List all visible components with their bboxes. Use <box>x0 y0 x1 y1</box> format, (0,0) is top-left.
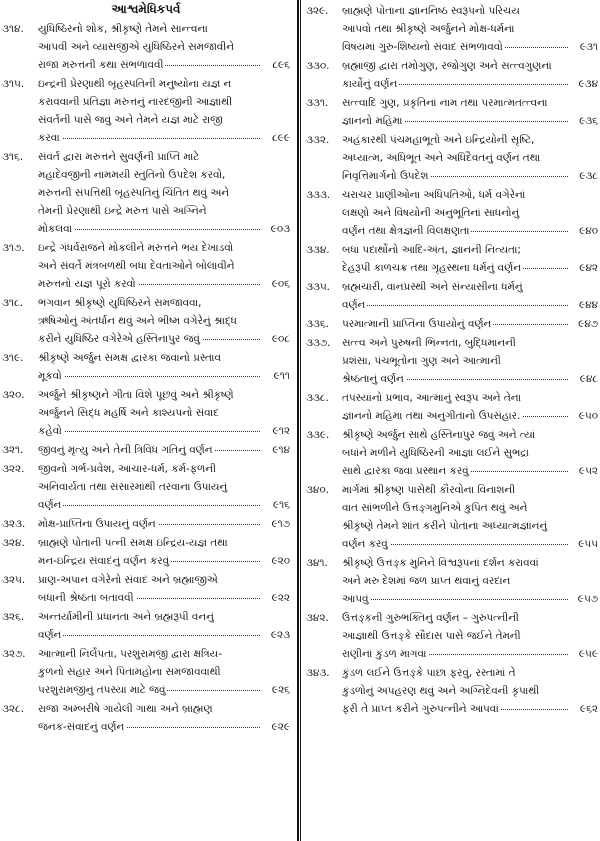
entry-page-number: ૯૩૧ <box>577 38 598 56</box>
entry-line: અન્તર્યામીની પ્રધાનતા અને બ્રહ્મરૂપી વનનું <box>38 611 214 623</box>
entry-line: બ્રહ્મચારી, વાનપ્રસ્થી અને સંન્યાસીના ધર્મનું <box>342 281 523 293</box>
toc-entry <box>304 315 600 333</box>
entry-body <box>342 334 598 388</box>
entry-page-number: ૯૫૯ <box>576 645 598 663</box>
dotted-leader <box>38 431 260 432</box>
toc-entry <box>304 186 600 240</box>
entry-last-line <box>38 496 290 514</box>
entry-last-line <box>38 129 290 147</box>
entry-line: અનિવાર્યતા તથા સંસારમાંથી તરવાના ઉપાયનું <box>38 481 228 493</box>
entry-line: સાથે દ્વારકા જવા પ્રસ્થાન કરવું <box>342 465 469 477</box>
toc-entry <box>304 334 600 388</box>
entry-line: પરમાત્માની પ્રાપ્તિના ઉપાયોનું વર્ણન <box>342 318 492 330</box>
entry-line: આપવી અને વ્યાસજીએ યુધિષ્ઠિરને સમજાવીને <box>38 41 234 53</box>
entry-body <box>38 349 290 385</box>
dotted-leader <box>342 599 568 600</box>
entry-number: ૩૧૪. <box>2 23 24 35</box>
entry-last-line <box>38 56 290 74</box>
entry-body <box>342 241 598 277</box>
entry-body <box>38 571 290 607</box>
entry-line: યુધિષ્ઠિરનો શોક, શ્રીકૃષ્ણે તેમને સાન્ત્વના <box>38 23 208 35</box>
entry-line: બધાની શ્રેષ્ઠતા બતાવવી <box>38 592 134 604</box>
entry-page-number: ૯૦૬ <box>269 275 290 293</box>
entry-number: ૩૨૯. <box>306 5 329 17</box>
entry-last-line <box>342 700 598 718</box>
entry-line: પ્રાણ-અપાન વગેરેનો સંવાદ અને બ્રહ્માજીએ <box>38 574 218 586</box>
entry-last-line <box>38 330 290 348</box>
entry-line: તેમની પ્રેરણાથી ઇન્દ્રે મરુત્ત પાસે અગ્નિને <box>38 205 207 217</box>
entry-line: ચરાચર પ્રાણીઓના અધિપતિઓ, ધર્મ વગેરેનાં <box>342 189 526 201</box>
right-column <box>304 0 600 841</box>
entry-page-number: ૯૧૪ <box>269 441 290 459</box>
toc-entry <box>304 426 600 480</box>
toc-entry <box>0 700 292 736</box>
toc-entry <box>304 664 600 718</box>
entry-line: આત્માની નિર્લેપતા, પરશુરામજી દ્વારા ક્ષત્રિય- <box>38 648 222 660</box>
entry-line: સત્ત્વાદિ ગુણ, પ્રકૃતિનાં નામ તથા પરમાત્મતત્ત્વના <box>342 97 548 109</box>
entry-line: શ્રેષ્ઠતાનું વર્ણન <box>342 373 404 385</box>
entry-line: મોકલવા <box>38 223 73 235</box>
entry-number: ૩૩૯. <box>306 429 330 441</box>
entry-body <box>38 534 290 570</box>
entry-body <box>38 386 290 440</box>
entry-line: આપવું <box>342 593 369 605</box>
entry-number: ૩૩૬. <box>306 318 329 330</box>
entry-body <box>342 481 598 553</box>
entry-line: રાણીનાં કુંડળ માગવા <box>342 648 427 660</box>
entry-page-number: ૯૬૨ <box>577 700 598 718</box>
toc-entry <box>0 239 292 293</box>
entry-page-number: ૯૪૦ <box>576 222 598 240</box>
entry-line: બ્રાહ્મણે પોતાના જ્ઞાનનિષ્ઠ સ્વરૂપનો પરિચય <box>342 5 520 17</box>
entry-last-line <box>38 589 290 607</box>
entry-body <box>38 441 290 459</box>
entry-page-number: ૯૩૪ <box>575 75 598 93</box>
entry-page-number: ૯૫૨ <box>576 462 598 480</box>
entry-line: અહંકારથી પંચમહાભૂતો અને ઇન્દ્રિયોની સૃષ્ટિ, <box>342 134 535 146</box>
toc-entry <box>0 20 292 74</box>
column-divider-thin <box>300 0 301 841</box>
entry-last-line <box>38 441 290 459</box>
entry-number: ૩૩૮. <box>306 392 329 404</box>
entry-page-number: ૯૨૦ <box>268 552 290 570</box>
toc-entry <box>0 75 292 147</box>
dotted-leader <box>38 376 260 377</box>
entry-page-number: ૯૫૫ <box>575 535 598 553</box>
entry-body <box>342 278 598 314</box>
entry-line: શ્રીકૃષ્ણે તેમને શાંત કરીને પોતાના અધ્યાત્મજ્ઞાનનું <box>342 520 548 532</box>
entry-line: કરીને યુધિષ્ઠિર વગેરેએ હસ્તિનાપુર જવું <box>38 333 200 345</box>
left-column <box>0 0 292 841</box>
entry-number: ૩૨૩. <box>2 518 26 530</box>
entry-line: કાર્યોનું વર્ણન <box>342 78 398 90</box>
entry-number: ૩૪૦. <box>306 484 329 496</box>
entry-line: વિષયમાં ગુરુ-શિષ્યનો સંવાદ સંભળાવવો <box>342 41 503 53</box>
entry-line: જનક-સંવાદનું વર્ણન <box>38 721 125 733</box>
entry-line: બધા પદાર્થોનો આદિ-અંત, જ્ઞાનની નિત્યતા; <box>342 244 521 256</box>
entry-page-number: ૯૩૬ <box>576 112 598 130</box>
entry-number: ૩૨૨. <box>2 463 25 475</box>
entry-last-line <box>38 681 290 699</box>
entry-line: દેહરૂપી કાળચક્ર તથા ગૃહસ્થના ધર્મનું વર્ણન <box>342 262 521 274</box>
entry-last-line <box>38 552 290 570</box>
entry-body <box>38 148 290 238</box>
entry-number: ૩૩૦. <box>306 60 330 72</box>
entry-number: ૩૨૭. <box>2 648 26 660</box>
entry-line: ઇન્દ્રની પ્રેરણાથી બૃહસ્પતિની મનુષ્યોના યજ્ઞ ન <box>38 78 232 90</box>
entry-body <box>38 239 290 293</box>
entry-page-number: ૯૨૨ <box>269 589 290 607</box>
entry-body <box>38 460 290 514</box>
entry-line: વર્ણન કરવું <box>342 538 388 550</box>
entry-body <box>342 609 598 663</box>
entry-line: ફરી તે પ્રાપ્ત કરીને ગુરુપત્નીને આપવાં <box>342 703 499 715</box>
entry-line: બધાંને મળીને યુધિષ્ઠિરની આજ્ઞા લઈને સુભદ્રા <box>342 447 529 459</box>
entry-last-line <box>342 535 598 553</box>
entry-body <box>38 294 290 348</box>
entry-line: કુંડળ લઈને ઉત્તઙ્કે પાછા ફરવું, રસ્તામાં તે <box>342 667 516 679</box>
entry-line: અર્જુનને સિદ્ધ મહર્ષિ અને કાશ્યપનો સંવાદ <box>38 407 219 419</box>
entry-last-line <box>342 296 598 314</box>
entry-number: ૩૨૦. <box>2 389 25 401</box>
toc-entry <box>0 148 292 238</box>
entry-last-line <box>38 367 290 385</box>
entry-body <box>342 664 598 718</box>
entry-last-line <box>342 222 598 240</box>
entry-line: પ્રશંસા, પંચભૂતોના ગુણ અને આત્માની <box>342 355 501 367</box>
entry-page-number: ૯૪૪ <box>576 296 598 314</box>
entry-line: કહેવો <box>38 425 62 437</box>
toc-entry <box>0 571 292 607</box>
entry-number: ૩૨૪. <box>2 537 25 549</box>
entry-line: બ્રાહ્મણે પોતાની પત્ની સમક્ષ ઇન્દ્રિય-યજ્ઞ તથા <box>38 537 228 549</box>
entry-line: નિવૃત્તિમાર્ગનો ઉપદેશ <box>342 170 429 182</box>
entry-line: કરાવવાની પ્રતિજ્ઞા મરુત્તનું નારદજીની આજ્ઞાથી <box>38 96 233 108</box>
entry-body <box>38 608 290 644</box>
entry-page-number: ૯૪૭ <box>575 315 598 333</box>
entry-page-number: ૯૧૭ <box>269 515 290 533</box>
entry-page-number: ૮૯૬ <box>269 56 290 74</box>
entry-page-number: ૯૨૯ <box>269 718 290 736</box>
entry-number: ૩૩૨. <box>306 134 330 146</box>
entry-page-number: ૯૪૨ <box>576 259 598 277</box>
entry-page-number: ૮૯૯ <box>269 129 290 147</box>
entry-number: ૩૨૧. <box>2 444 24 456</box>
entry-last-line <box>38 275 290 293</box>
toc-entry <box>304 2 600 56</box>
toc-entry <box>304 609 600 663</box>
entry-line: મૂકવો <box>38 370 62 382</box>
entry-last-line <box>38 220 290 238</box>
entry-last-line <box>342 167 598 185</box>
entry-page-number: ૯૪૮ <box>577 370 598 388</box>
entry-number: ૩૨૮. <box>2 703 25 715</box>
entry-line: પરશુરામજીનું તપસ્યા માટે જવું <box>38 684 166 696</box>
entry-line: મોક્ષ-પ્રાપ્તિના ઉપાયનું વર્ણન <box>38 518 156 530</box>
entry-number: ૩૧૯. <box>2 352 24 364</box>
entry-page-number: ૯૧૧ <box>271 367 290 385</box>
entry-page-number: ૯૧૬ <box>270 496 290 514</box>
entry-body <box>342 131 598 185</box>
entry-number: ૩૧૫. <box>2 78 25 90</box>
entry-last-line <box>342 112 598 130</box>
entry-line: મન-ઇન્દ્રિય સંવાદનું વર્ણન કરવું <box>38 555 170 567</box>
toc-entry <box>0 608 292 644</box>
entry-line: વર્ણન <box>38 499 62 511</box>
entry-number: ૩૩૭. <box>306 337 331 349</box>
entry-line: સંવર્ત દ્વારા મરુત્તને સુવર્ણની પ્રાપ્તિ માટે <box>38 151 200 163</box>
dotted-leader <box>38 635 260 636</box>
toc-entry <box>0 534 292 570</box>
entry-number: ૩૩૫. <box>306 281 330 293</box>
entry-line: માર્ગમાં શ્રીકૃષ્ણ પાસેથી કૌરવોના વિનાશની <box>342 484 516 496</box>
entry-line: સંવર્તની પાસે જવું અને તેમને યજ્ઞ માટે રાજી <box>38 114 223 126</box>
entry-number: ૩૪૨. <box>306 612 329 624</box>
section-title: આશ્વમેધિકપર્વ <box>111 2 181 16</box>
entry-last-line <box>342 590 598 608</box>
column-divider <box>297 0 299 841</box>
entry-line: અને સંવર્તે મંત્રબળથી બધા દેવતાઓને બોલાવીને <box>38 260 235 272</box>
entry-last-line <box>342 462 598 480</box>
entry-line: બ્રહ્માજી દ્વારા તમોગુણ, રજોગુણ અને સત્ત્વગુણનાં <box>342 60 552 72</box>
entry-line: મહાદેવજીની નામમયી સ્તુતિનો ઉપદેશ કરવો, <box>38 169 226 181</box>
dotted-leader <box>38 138 260 139</box>
entry-page-number: ૯૦૩ <box>268 220 290 238</box>
entry-number: ૩૩૩. <box>306 189 331 201</box>
entry-line: ઋષિઓનું અંતર્ધાન થવું અને ભીષ્મ વગેરેનું શ્રાદ્ધ <box>38 315 237 327</box>
entry-last-line <box>342 259 598 277</box>
dotted-leader <box>342 305 568 306</box>
entry-page-number: ૯૫૭ <box>575 590 598 608</box>
entry-number: ૩૩૧. <box>306 97 329 109</box>
entry-number: ૩૨૬. <box>2 611 25 623</box>
entry-line: વાત સાંભળીને ઉત્તઙ્ગમુનિએ કુપિત થવું અને <box>342 502 528 514</box>
entry-line: શ્રીકૃષ્ણે ઉત્તઙ્ક મુનિને વિશ્વરૂપનાં દર્શન કરાવવાં <box>342 557 539 569</box>
entry-body <box>342 389 598 425</box>
entry-body <box>342 186 598 240</box>
entry-line: અને મરુ દેશમાં જળ પ્રાપ્ત થવાનું વરદાન <box>342 575 511 587</box>
entry-line: જીવનું મૃત્યુ અને તેની ત્રિવિધ ગતિનું વર્ણન <box>38 444 213 456</box>
entry-page-number: ૯૦૮ <box>269 330 290 348</box>
toc-entry <box>304 278 600 314</box>
entry-line: કુંડળોનું અપહરણ થવું અને અગ્નિદેવની કૃપાથી <box>342 685 540 697</box>
toc-entry <box>304 131 600 185</box>
toc-entry <box>304 94 600 130</box>
entry-last-line <box>38 515 290 533</box>
entry-line: તપસ્યાનો પ્રભાવ, આત્માનું સ્વરૂપ અને તેના <box>342 392 522 404</box>
entry-last-line <box>342 315 598 333</box>
entry-last-line <box>38 718 290 736</box>
entry-line: અધ્યાત્મ, અધિભૂત અને અધિદૈવતનું વર્ણન તથા <box>342 152 541 164</box>
entry-page-number: ૯૨૩ <box>268 626 290 644</box>
entry-body <box>38 645 290 699</box>
entry-number: ૩૧૭. <box>2 242 25 254</box>
entry-last-line <box>342 407 598 425</box>
toc-entry <box>0 645 292 699</box>
entry-body <box>38 20 290 74</box>
entry-last-line <box>38 422 290 440</box>
entry-body <box>342 315 598 333</box>
entry-number: ૩૧૬. <box>2 151 24 163</box>
entry-last-line <box>342 645 598 663</box>
entry-last-line <box>342 370 598 388</box>
entry-number: ૩૨૫. <box>2 574 26 586</box>
entry-line: જ્ઞાનનો મહિમા <box>342 115 403 127</box>
entry-line: રાજા મરુત્તની કથા સંભળાવવી <box>38 59 164 71</box>
entry-body <box>38 515 290 533</box>
entry-body <box>342 2 598 56</box>
entry-page-number: ૯૩૮ <box>576 167 598 185</box>
toc-entry <box>0 349 292 385</box>
toc-entry <box>304 241 600 277</box>
toc-entry <box>304 57 600 93</box>
entry-number: ૩૧૮. <box>2 297 24 309</box>
entry-last-line <box>38 626 290 644</box>
entry-last-line <box>342 38 598 56</box>
entry-line: જીવનો ગર્ભ-પ્રવેશ, આચાર-ધર્મ, કર્મ-ફળની <box>38 463 216 475</box>
entry-line: કરવા <box>38 132 60 144</box>
entry-page-number: ૯૨૬ <box>269 681 290 699</box>
entry-line: વર્ણન <box>38 629 62 641</box>
entry-number: ૩૪૧. <box>306 557 328 569</box>
entry-line: મરુત્તનો યજ્ઞ પૂરો કરવો <box>38 278 136 290</box>
entry-line: શ્રીકૃષ્ણે અર્જુન સાથે હસ્તિનાપુર જવું અને ત્યાં <box>342 429 536 441</box>
entry-line: આજ્ઞાથી ઉત્તઙ્કે સૌદાસ પાસે જઈને તેમની <box>342 630 521 642</box>
entry-line: વર્ણન તથા ક્ષેત્રજ્ઞની વિલક્ષણતા <box>342 225 470 237</box>
entry-page-number: ૯૫૦ <box>576 407 598 425</box>
entry-line: ઉત્તઙ્કની ગુરુભક્તિનું વર્ણન – ગુરુપત્નીની <box>342 612 519 624</box>
toc-entry <box>304 389 600 425</box>
toc-entry <box>0 441 292 459</box>
entry-line: જ્ઞાનનો મહિમા તથા અનુગીતાનો ઉપસંહાર. <box>342 410 521 422</box>
toc-entry <box>0 294 292 348</box>
entry-page-number: ૯૧૨ <box>270 422 290 440</box>
entry-line: ભગવાન શ્રીકૃષ્ણે યુધિષ્ઠિરને સમજાવવા, <box>38 297 202 309</box>
entry-body <box>38 700 290 736</box>
toc-entry <box>304 554 600 608</box>
entry-number: ૩૩૪. <box>306 244 330 256</box>
entry-body <box>342 426 598 480</box>
entry-last-line <box>342 75 598 93</box>
entry-line: રાજા અમ્બરીષે ગાયેલી ગાથા અને બ્રાહ્મણ <box>38 703 213 715</box>
entry-body <box>342 554 598 608</box>
entry-body <box>342 57 598 93</box>
entry-body <box>342 94 598 130</box>
entry-line: સત્ત્વ અને પુરુષની ભિન્નતા, બુદ્ધિમાનની <box>342 337 516 349</box>
entry-line: કુળનો સંહાર અને પિતામહોના સમજાવવાથી <box>38 666 221 678</box>
entry-body <box>38 75 290 147</box>
entry-number: ૩૪૩. <box>306 667 330 679</box>
entry-line: વર્ણન <box>342 299 366 311</box>
toc-entry <box>0 460 292 514</box>
entry-line: અર્જુને શ્રીકૃષ્ણને ગીતા વિશે પૂછવું અને શ્રીકૃષ્ણે <box>38 389 234 401</box>
dotted-leader <box>38 505 260 506</box>
toc-entry <box>0 386 292 440</box>
entry-line: ઇન્દ્રે ગંધર્વરાજને મોકલીને મરુત્તને ભય દેખાડવો <box>38 242 234 254</box>
entry-line: શ્રીકૃષ્ણે અર્જુન સમક્ષ દ્વારકા જવાનો પ્રસ્તાવ <box>38 352 221 364</box>
entry-line: આપવો તથા શ્રીકૃષ્ણે અર્જુનને મોક્ષ-ધર્મના <box>342 23 515 35</box>
entry-line: લક્ષણો અને વિષયોની અનુભૂતિનાં સાધનોનું <box>342 207 520 219</box>
entry-line: મરુત્તની સંપત્તિથી બૃહસ્પતિનું ચિંતિત થવું અને <box>38 187 230 199</box>
toc-entry <box>0 515 292 533</box>
toc-entry <box>304 481 600 553</box>
